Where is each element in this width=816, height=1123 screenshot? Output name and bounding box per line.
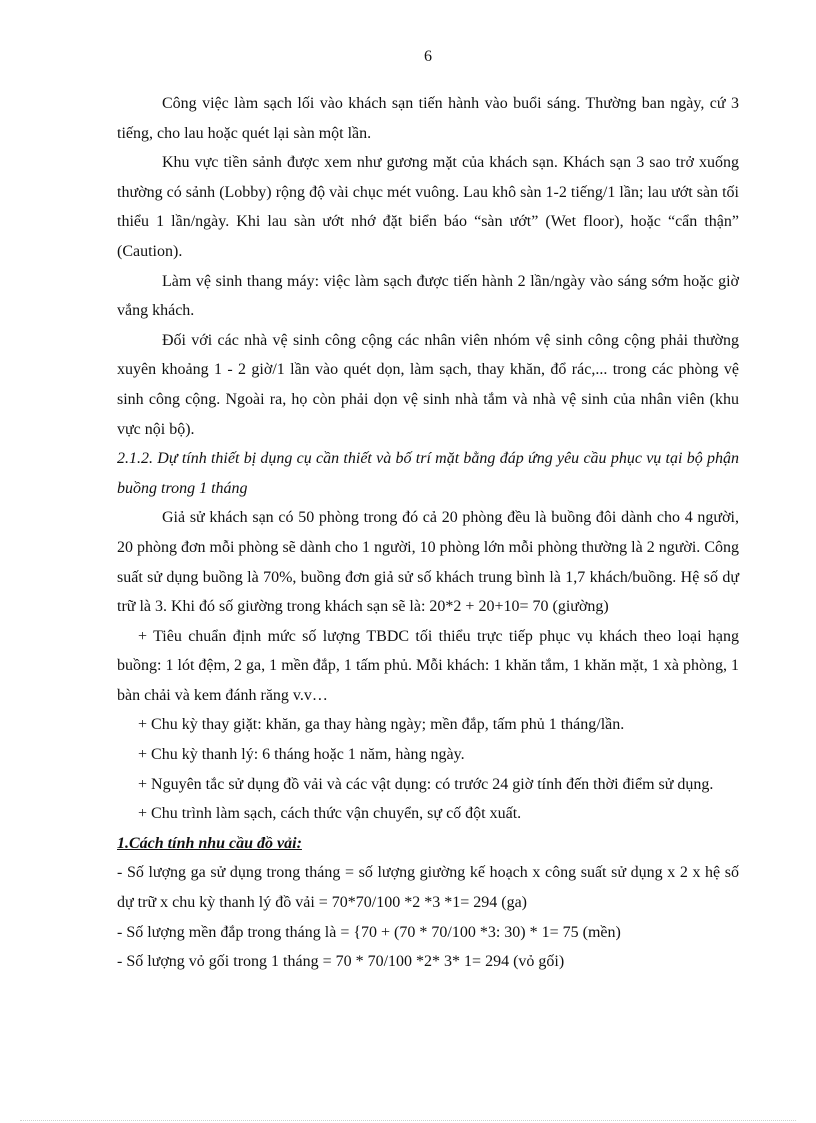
calculation-pillowcases: - Số lượng vỏ gối trong 1 tháng = 70 * 70/100 *2* 3* 1= 294 (vỏ gối): [117, 953, 565, 971]
section-heading: 2.1.2. Dự tính thiết bị dụng cụ cần thiết và bố trí mặt bằng đáp ứng yêu cầu phục vụ tại bộ phận buồng trong 1 tháng: [117, 450, 739, 497]
paragraph-elevator: Làm vệ sinh thang máy: việc làm sạch được tiến hành 2 lần/ngày vào sáng sớm hoặc giờ vắng khách.: [117, 272, 739, 320]
paragraph-public-restrooms: Đối với các nhà vệ sinh công cộng các nhân viên nhóm vệ sinh công cộng phải thường xuyên khoảng 1 - 2 giờ/1 lần vào quét dọn, làm sạch, thay khăn, đổ rác,... trong các phòng vệ sinh công cộng. Ngoài ra, họ còn phải dọn vệ sinh nhà tắm và nhà vệ sinh của nhân viên (khu vực nội bộ).: [117, 331, 739, 438]
document-body: [117, 89, 739, 977]
calculation-sheets: - Số lượng ga sử dụng trong tháng = số lượng giường kế hoạch x công suất sử dụng x 2 x hệ số dự trữ x chu kỳ thanh lý đồ vải = 70*70/100 *2 *3 *1= 294 (ga): [117, 864, 739, 912]
calculation-blankets: - Số lượng mền đắp trong tháng là = {70 + (70 * 70/100 *3: 30) * 1= 75 (mền): [117, 923, 621, 941]
paragraph-assumption: Giả sử khách sạn có 50 phòng trong đó cả 20 phòng đều là buồng đôi dành cho 4 người, 20 phòng đơn mỗi phòng sẽ dành cho 1 người, 10 phòng lớn mỗi phòng thường là 2 người. Công suất sử dụng buồng là 70%, buồng đơn giả sử số khách trung bình là 1,7 khách/buồng. Hệ số dự trữ là 3. Khi đó số giường trong khách sạn sẽ là: 20*2 + 20+10= 70 (giường): [117, 509, 739, 616]
bullet-disposal-cycle: + Chu kỳ thanh lý: 6 tháng hoặc 1 năm, hàng ngày.: [138, 746, 465, 764]
subheading-linen-calculation: 1.Cách tính nhu cầu đồ vải:: [117, 834, 302, 852]
bullet-cleaning-process: + Chu trình làm sạch, cách thức vận chuyển, sự cố đột xuất.: [138, 805, 522, 823]
bullet-wash-cycle: + Chu kỳ thay giặt: khăn, ga thay hàng ngày; mền đắp, tấm phủ 1 tháng/lần.: [138, 716, 625, 734]
bullet-standard: + Tiêu chuẩn định mức số lượng TBDC tối thiểu trực tiếp phục vụ khách theo loại hạng buồng: 1 lót đệm, 2 ga, 1 mền đắp, 1 tấm phủ. Mỗi khách: 1 khăn tắm, 1 khăn mặt, 1 xà phòng, 1 bàn chải và kem đánh răng v.v…: [117, 627, 739, 704]
paragraph-reception-area: Khu vực tiền sảnh được xem như gương mặt của khách sạn. Khách sạn 3 sao trở xuống thường có sảnh (Lobby) rộng độ vài chục mét vuông. Lau khô sàn 1-2 tiếng/1 lần; lau ướt sàn tối thiểu 1 lần/ngày. Khi lau sàn ướt nhớ đặt biển báo “sàn ướt” (Wet floor), hoặc “cẩn thận” (Caution).: [117, 154, 739, 260]
paragraph-lobby-entrance: Công việc làm sạch lối vào khách sạn tiến hành vào buổi sáng. Thường ban ngày, cứ 3 tiếng, cho lau hoặc quét lại sàn một lần.: [117, 95, 739, 142]
page-number: 6: [424, 48, 432, 65]
page-bottom-rule: [20, 1120, 796, 1121]
bullet-usage-principle: + Nguyên tắc sử dụng đồ vải và các vật dụng: có trước 24 giờ tính đến thời điểm sử dụng.: [138, 775, 714, 793]
